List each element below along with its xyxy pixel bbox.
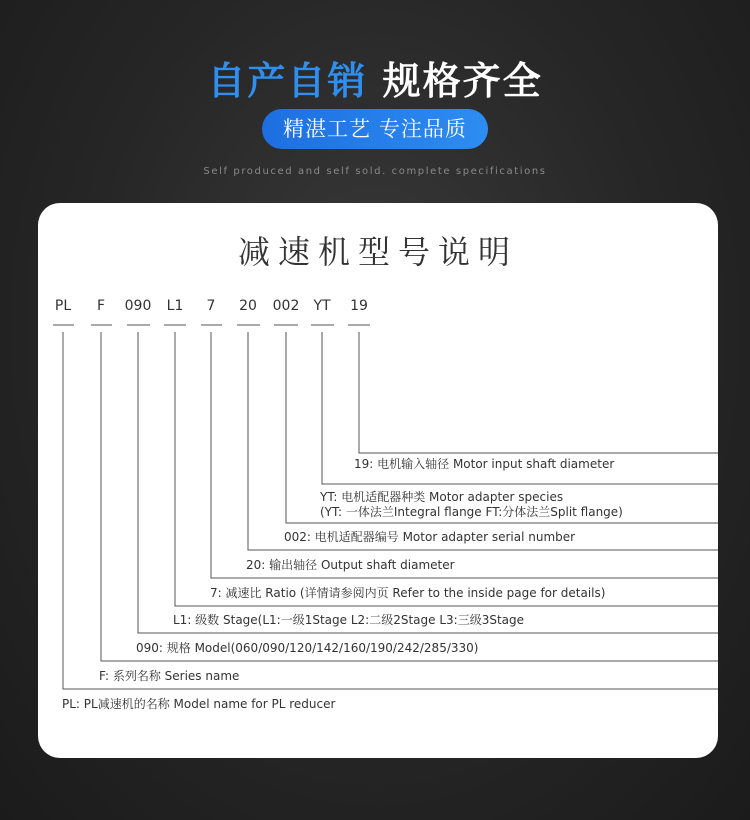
model-explanation-card xyxy=(38,203,718,758)
desc-ratio: 7: 减速比 Ratio (详情请参阅内页 Refer to the inside page for details) xyxy=(210,586,606,600)
desc-output-shaft: 20: 输出轴径 Output shaft diameter xyxy=(246,558,455,572)
hero-title xyxy=(0,50,750,105)
hero-title-blue: 自产自销 xyxy=(207,59,368,103)
code-19: 19 xyxy=(350,298,368,314)
quality-pill: 精湛工艺 专注品质 xyxy=(262,109,488,149)
desc-adapter-species: YT: 电机适配器种类 Motor adapter species xyxy=(320,490,564,504)
code-f: F xyxy=(96,298,106,314)
code-002: 002 xyxy=(272,298,300,314)
desc-adapter-species-note: (YT: 一体法兰Integral flange FT:分体法兰Split flange) xyxy=(320,505,623,519)
code-090: 090 xyxy=(124,298,152,314)
desc-stage: L1: 级数 Stage(L1:一级1Stage L2:二级2Stage L3:三级3Stage xyxy=(173,613,525,627)
tagline: Self produced and self sold. complete specifications xyxy=(203,166,547,177)
desc-model: 090: 规格 Model(060/090/120/142/160/190/242/285/330) xyxy=(136,641,479,655)
card-title: 减速机型号说明 xyxy=(237,233,518,271)
code-7: 7 xyxy=(206,298,216,314)
code-pl: PL xyxy=(54,298,72,314)
desc-pl: PL: PL减速机的名称 Model name for PL reducer xyxy=(62,697,336,711)
leader-19 xyxy=(359,332,718,453)
hero-title-white: 规格齐全 xyxy=(382,59,543,103)
code-20: 20 xyxy=(239,298,257,314)
desc-adapter-serial: 002: 电机适配器编号 Motor adapter serial number xyxy=(284,530,576,544)
desc-input-shaft: 19: 电机输入轴径 Motor input shaft diameter xyxy=(354,457,615,471)
desc-series: F: 系列名称 Series name xyxy=(99,669,240,683)
code-yt: YT xyxy=(313,298,331,314)
code-l1: L1 xyxy=(166,298,184,314)
